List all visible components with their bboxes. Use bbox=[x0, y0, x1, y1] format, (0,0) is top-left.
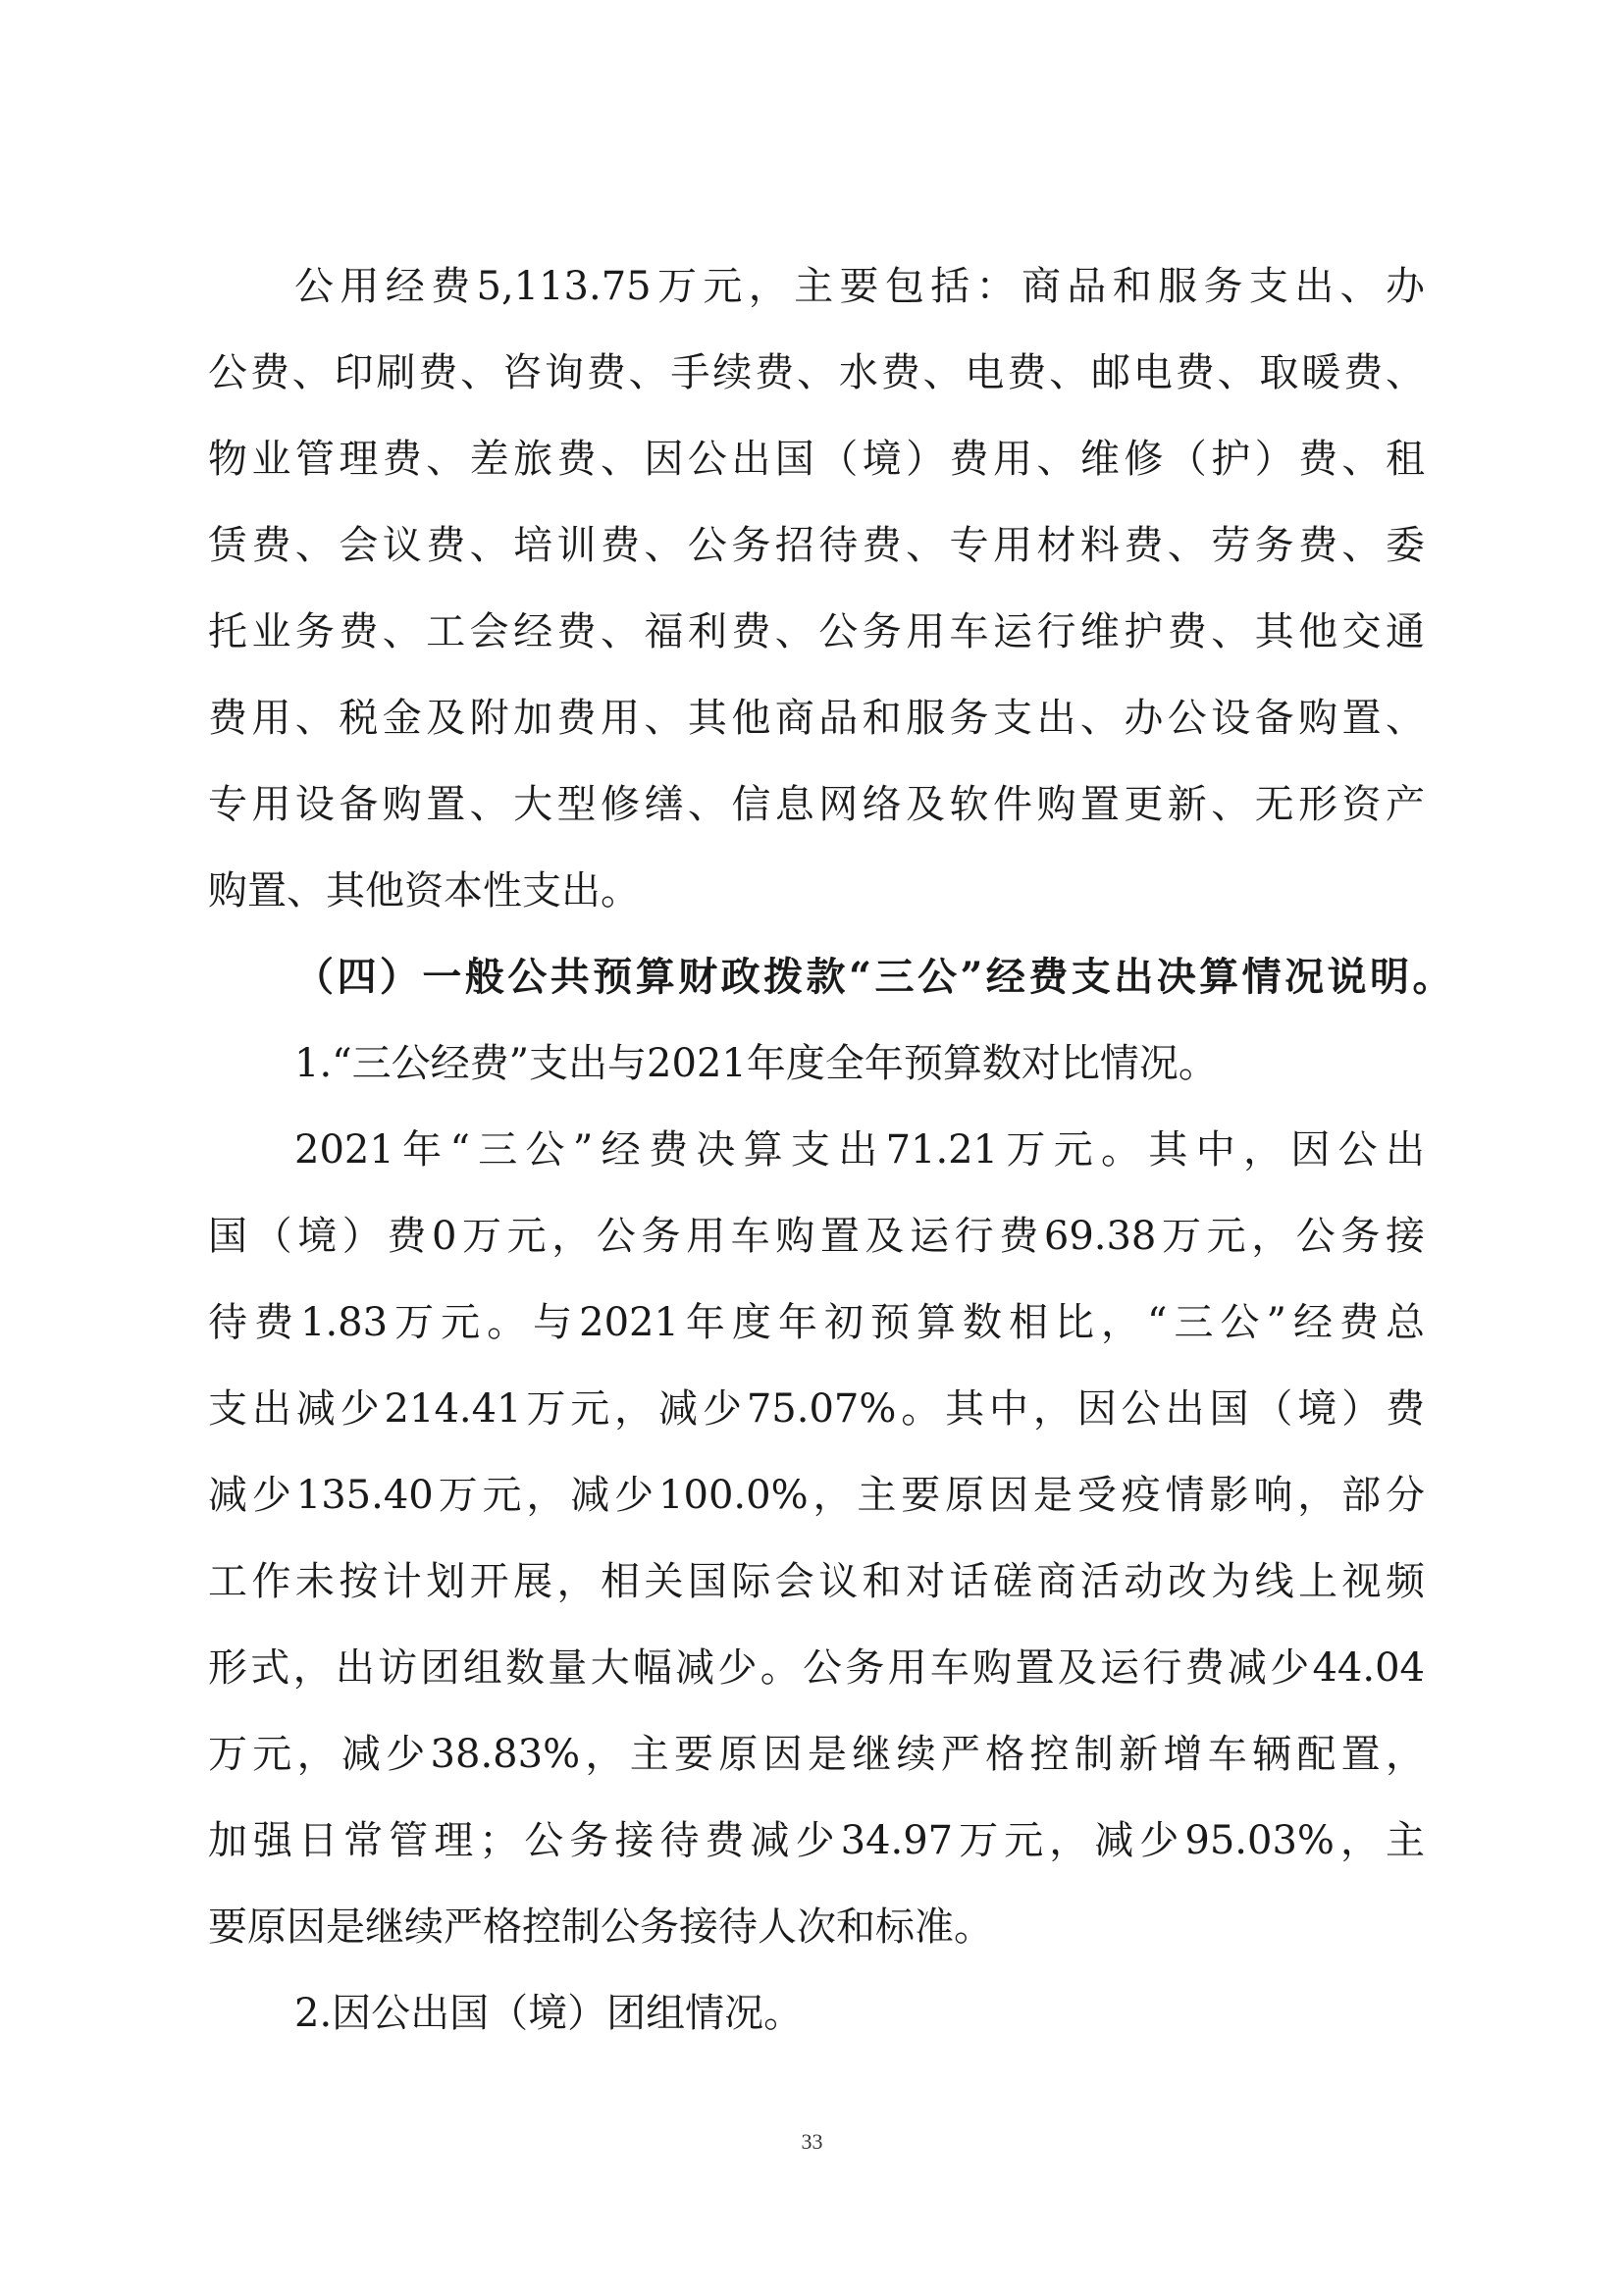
paragraph-three-public-line-10: 要原因是继续严格控制公务接待人次和标准。 bbox=[208, 1904, 993, 1950]
paragraph-three-public-line-3: 待费1.83万元。与2021年度年初预算数相比，“三公”经费总 bbox=[208, 1300, 1425, 1345]
paragraph-three-public-line-2: 国（境）费0万元，公务用车购置及运行费69.38万元，公务接 bbox=[208, 1214, 1425, 1259]
paragraph-public-expenses-line-3: 物业管理费、差旅费、因公出国（境）费用、维修（护）费、租 bbox=[208, 437, 1425, 482]
paragraph-three-public-line-7: 形式，出访团组数量大幅减少。公务用车购置及运行费减少44.04 bbox=[208, 1645, 1425, 1691]
paragraph-public-expenses-line-5: 托业务费、工会经费、福利费、公务用车运行维护费、其他交通 bbox=[208, 609, 1425, 654]
paragraph-public-expenses-line-2: 公费、印刷费、咨询费、手续费、水费、电费、邮电费、取暖费、 bbox=[208, 350, 1425, 395]
subheading-delegations: 2.因公出国（境）团组情况。 bbox=[294, 1991, 804, 2036]
paragraph-public-expenses-line-8: 购置、其他资本性支出。 bbox=[208, 868, 640, 913]
paragraph-three-public-line-4: 支出减少214.41万元，减少75.07%。其中，因公出国（境）费 bbox=[208, 1386, 1425, 1432]
paragraph-three-public-line-8: 万元，减少38.83%，主要原因是继续严格控制新增车辆配置， bbox=[208, 1732, 1425, 1777]
paragraph-three-public-line-6: 工作未按计划开展，相关国际会议和对话磋商活动改为线上视频 bbox=[208, 1559, 1425, 1604]
paragraph-public-expenses-line-7: 专用设备购置、大型修缮、信息网络及软件购置更新、无形资产 bbox=[208, 782, 1425, 827]
paragraph-three-public-line-5: 减少135.40万元，减少100.0%，主要原因是受疫情影响，部分 bbox=[208, 1473, 1425, 1518]
paragraph-three-public-line-9: 加强日常管理；公务接待费减少34.97万元，减少95.03%，主 bbox=[208, 1818, 1425, 1863]
subheading-comparison: 1.“三公经费”支出与2021年度全年预算数对比情况。 bbox=[294, 1041, 1218, 1086]
paragraph-three-public-line-1: 2021年“三公”经费决算支出71.21万元。其中，因公出 bbox=[294, 1127, 1425, 1173]
paragraph-public-expenses-line-4: 赁费、会议费、培训费、公务招待费、专用材料费、劳务费、委 bbox=[208, 523, 1425, 568]
page-number: 33 bbox=[801, 2129, 823, 2154]
section-heading-three-public: （四）一般公共预算财政拨款“三公”经费支出决算情况说明。 bbox=[294, 954, 1452, 1000]
paragraph-public-expenses-line-6: 费用、税金及附加费用、其他商品和服务支出、办公设备购置、 bbox=[208, 696, 1425, 741]
paragraph-public-expenses-line-1: 公用经费5,113.75万元，主要包括：商品和服务支出、办 bbox=[294, 264, 1425, 309]
